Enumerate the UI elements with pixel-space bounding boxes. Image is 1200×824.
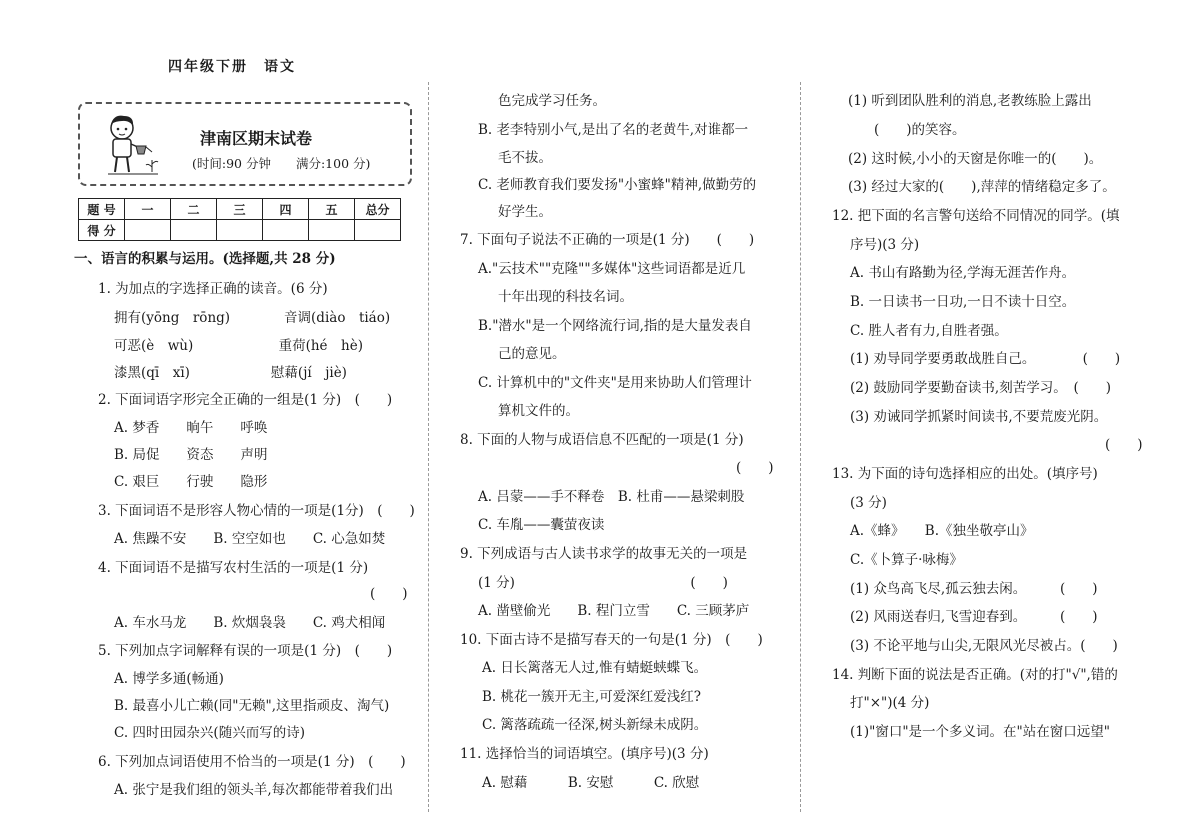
answer-option[interactable]: A. 焦躁不安 B. 空空如也 C. 心急如焚: [114, 531, 386, 547]
exam-title-box: [78, 102, 412, 186]
score-table-cell: 四: [263, 199, 309, 220]
fill-in-item[interactable]: (3) 经过大家的( ),萍萍的情绪稳定多了。: [848, 179, 1116, 195]
score-input-cell[interactable]: [355, 220, 401, 241]
fill-in-item[interactable]: (1)"窗口"是一个多义词。在"站在窗口远望": [850, 724, 1110, 740]
answer-option[interactable]: A. 博学多通(畅通): [114, 671, 224, 687]
fill-in-item[interactable]: ( )的笑容。: [874, 122, 966, 138]
score-table-cell: 三: [217, 199, 263, 220]
score-input-cell[interactable]: [217, 220, 263, 241]
answer-option[interactable]: B. 桃花一簇开无主,可爱深红爱浅红?: [482, 689, 702, 705]
question-stem: 6. 下列加点词语使用不恰当的一项是(1 分) ( ): [98, 754, 406, 770]
answer-option[interactable]: B."潜水"是一个网络流行词,指的是大量发表自: [478, 318, 752, 334]
answer-option[interactable]: 己的意见。: [498, 346, 566, 362]
answer-option[interactable]: C. 车胤——囊萤夜读: [478, 517, 605, 533]
answer-option[interactable]: A. 车水马龙 B. 炊烟袅袅 C. 鸡犬相闻: [114, 615, 386, 631]
question-stem: (1 分) ( ): [478, 575, 728, 591]
fill-in-item[interactable]: (2) 这时候,小小的天窗是你唯一的( )。: [848, 151, 1103, 167]
exam-title: 津南区期末试卷: [200, 129, 313, 148]
score-input-cell[interactable]: [263, 220, 309, 241]
answer-option: B. 一日读书一日功,一日不读十日空。: [850, 294, 1076, 310]
answer-option[interactable]: 十年出现的科技名词。: [498, 289, 633, 305]
answer-blank[interactable]: ( ): [1105, 437, 1143, 453]
answer-option[interactable]: 毛不拔。: [498, 150, 552, 166]
column-divider: [428, 82, 429, 812]
question-stem: 3. 下面词语不是形容人物心情的一项是(1分) ( ): [98, 503, 415, 519]
answer-blank[interactable]: ( ): [736, 460, 774, 476]
question-stem: 8. 下面的人物与成语信息不匹配的一项是(1 分): [460, 432, 744, 448]
question-stem: 14. 判断下面的说法是否正确。(对的打"√",错的: [832, 667, 1118, 683]
answer-option[interactable]: C. 篱落疏疏一径深,树头新绿未成阴。: [482, 717, 708, 733]
page-header: 四年级下册 语文: [168, 59, 296, 75]
question-stem: 打"×")(4 分): [850, 695, 930, 711]
answer-option[interactable]: C. 计算机中的"文件夹"是用来协助人们管理计: [478, 375, 752, 391]
answer-option[interactable]: C. 四时田园杂兴(随兴而写的诗): [114, 725, 305, 741]
question-stem: 13. 为下面的诗句选择相应的出处。(填序号): [832, 466, 1098, 482]
pinyin-options[interactable]: 可恶(è wù) 重荷(hé hè): [114, 338, 363, 354]
pinyin-options[interactable]: 漆黑(qī xī) 慰藉(jí jiè): [114, 365, 347, 381]
section-heading: 一、语言的积累与运用。(选择题,共 28 分): [74, 251, 336, 267]
question-stem: 12. 把下面的名言警句送给不同情况的同学。(填: [832, 208, 1120, 224]
fill-in-item[interactable]: (1) 劝导同学要勇敢战胜自己。 ( ): [850, 351, 1121, 367]
column-divider: [800, 82, 801, 812]
answer-option[interactable]: C. 老师教育我们要发扬"小蜜蜂"精神,做勤劳的: [478, 177, 757, 193]
fill-in-item[interactable]: (1) 众鸟高飞尽,孤云独去闲。 ( ): [850, 581, 1098, 597]
question-stem: 序号)(3 分): [850, 237, 920, 253]
score-table-cell: 一: [125, 199, 171, 220]
question-stem: 11. 选择恰当的词语填空。(填序号)(3 分): [460, 746, 709, 762]
score-input-cell[interactable]: [125, 220, 171, 241]
answer-option[interactable]: C. 艰巨 行驶 隐形: [114, 474, 268, 490]
score-table-cell: 总分: [355, 199, 401, 220]
child-watering-plant-icon: [96, 112, 160, 178]
answer-option[interactable]: A. 吕蒙——手不释卷 B. 杜甫——悬梁刺股: [478, 489, 745, 505]
answer-option: C. 胜人者有力,自胜者强。: [850, 323, 1008, 339]
answer-option[interactable]: B. 局促 资态 声明: [114, 447, 268, 463]
question-stem: 2. 下面词语字形完全正确的一组是(1 分) ( ): [98, 392, 393, 408]
answer-option[interactable]: B. 最喜小儿亡赖(同"无赖",这里指顽皮、淘气): [114, 698, 390, 714]
exam-subtitle: (时间:90 分钟 满分:100 分): [192, 156, 371, 171]
pinyin-options[interactable]: 拥有(yōng rōng) 音调(diào tiáo): [114, 310, 391, 326]
fill-in-item[interactable]: (3) 劝诫同学抓紧时间读书,不要荒废光阴。: [850, 409, 1108, 425]
answer-option[interactable]: 色完成学习任务。: [498, 93, 606, 109]
answer-option: A.《蜂》 B.《独坐敬亭山》: [850, 523, 1034, 539]
answer-option[interactable]: B. 老李特别小气,是出了名的老黄牛,对谁都一: [478, 122, 749, 138]
question-stem: 1. 为加点的字选择正确的读音。(6 分): [98, 281, 328, 297]
fill-in-item[interactable]: (2) 鼓励同学要勤奋读书,刻苦学习。 ( ): [850, 380, 1111, 396]
score-table-score-row: [79, 220, 401, 241]
answer-option: C.《卜算子·咏梅》: [850, 552, 963, 568]
fill-in-item[interactable]: (3) 不论平地与山尖,无限风光尽被占。( ): [850, 638, 1118, 654]
fill-in-item[interactable]: (1) 听到团队胜利的消息,老教练脸上露出: [848, 93, 1092, 109]
question-stem: 7. 下面句子说法不正确的一项是(1 分) ( ): [460, 232, 755, 248]
score-table: [78, 198, 401, 241]
answer-option[interactable]: A. 日长篱落无人过,惟有蜻蜓蛱蝶飞。: [482, 660, 708, 676]
score-input-cell[interactable]: [309, 220, 355, 241]
question-stem: 9. 下列成语与古人读书求学的故事无关的一项是: [460, 546, 748, 562]
answer-option[interactable]: A. 张宁是我们组的领头羊,每次都能带着我们出: [114, 782, 394, 798]
score-table-cell: 得 分: [79, 220, 125, 241]
score-table-cell: 二: [171, 199, 217, 220]
answer-option: A. 书山有路勤为径,学海无涯苦作舟。: [850, 265, 1076, 281]
question-stem: 10. 下面古诗不是描写春天的一句是(1 分) ( ): [460, 632, 763, 648]
answer-option[interactable]: A. 梦香 晌午 呼唤: [114, 420, 268, 436]
question-stem: 4. 下面词语不是描写农村生活的一项是(1 分): [98, 560, 369, 576]
answer-blank[interactable]: ( ): [370, 586, 408, 602]
score-input-cell[interactable]: [171, 220, 217, 241]
answer-option[interactable]: 好学生。: [498, 204, 552, 220]
score-table-cell: 题 号: [79, 199, 125, 220]
score-table-header-row: [79, 199, 401, 220]
answer-option[interactable]: A. 凿壁偷光 B. 程门立雪 C. 三顾茅庐: [478, 603, 750, 619]
answer-option[interactable]: A. 慰藉 B. 安慰 C. 欣慰: [482, 775, 700, 791]
score-table-cell: 五: [309, 199, 355, 220]
answer-option[interactable]: 算机文件的。: [498, 403, 579, 419]
question-stem: (3 分): [850, 495, 887, 511]
fill-in-item[interactable]: (2) 风雨送春归,飞雪迎春到。 ( ): [850, 609, 1098, 625]
answer-option[interactable]: A."云技术""克隆""多媒体"这些词语都是近几: [478, 261, 746, 277]
question-stem: 5. 下列加点字词解释有误的一项是(1 分) ( ): [98, 643, 393, 659]
